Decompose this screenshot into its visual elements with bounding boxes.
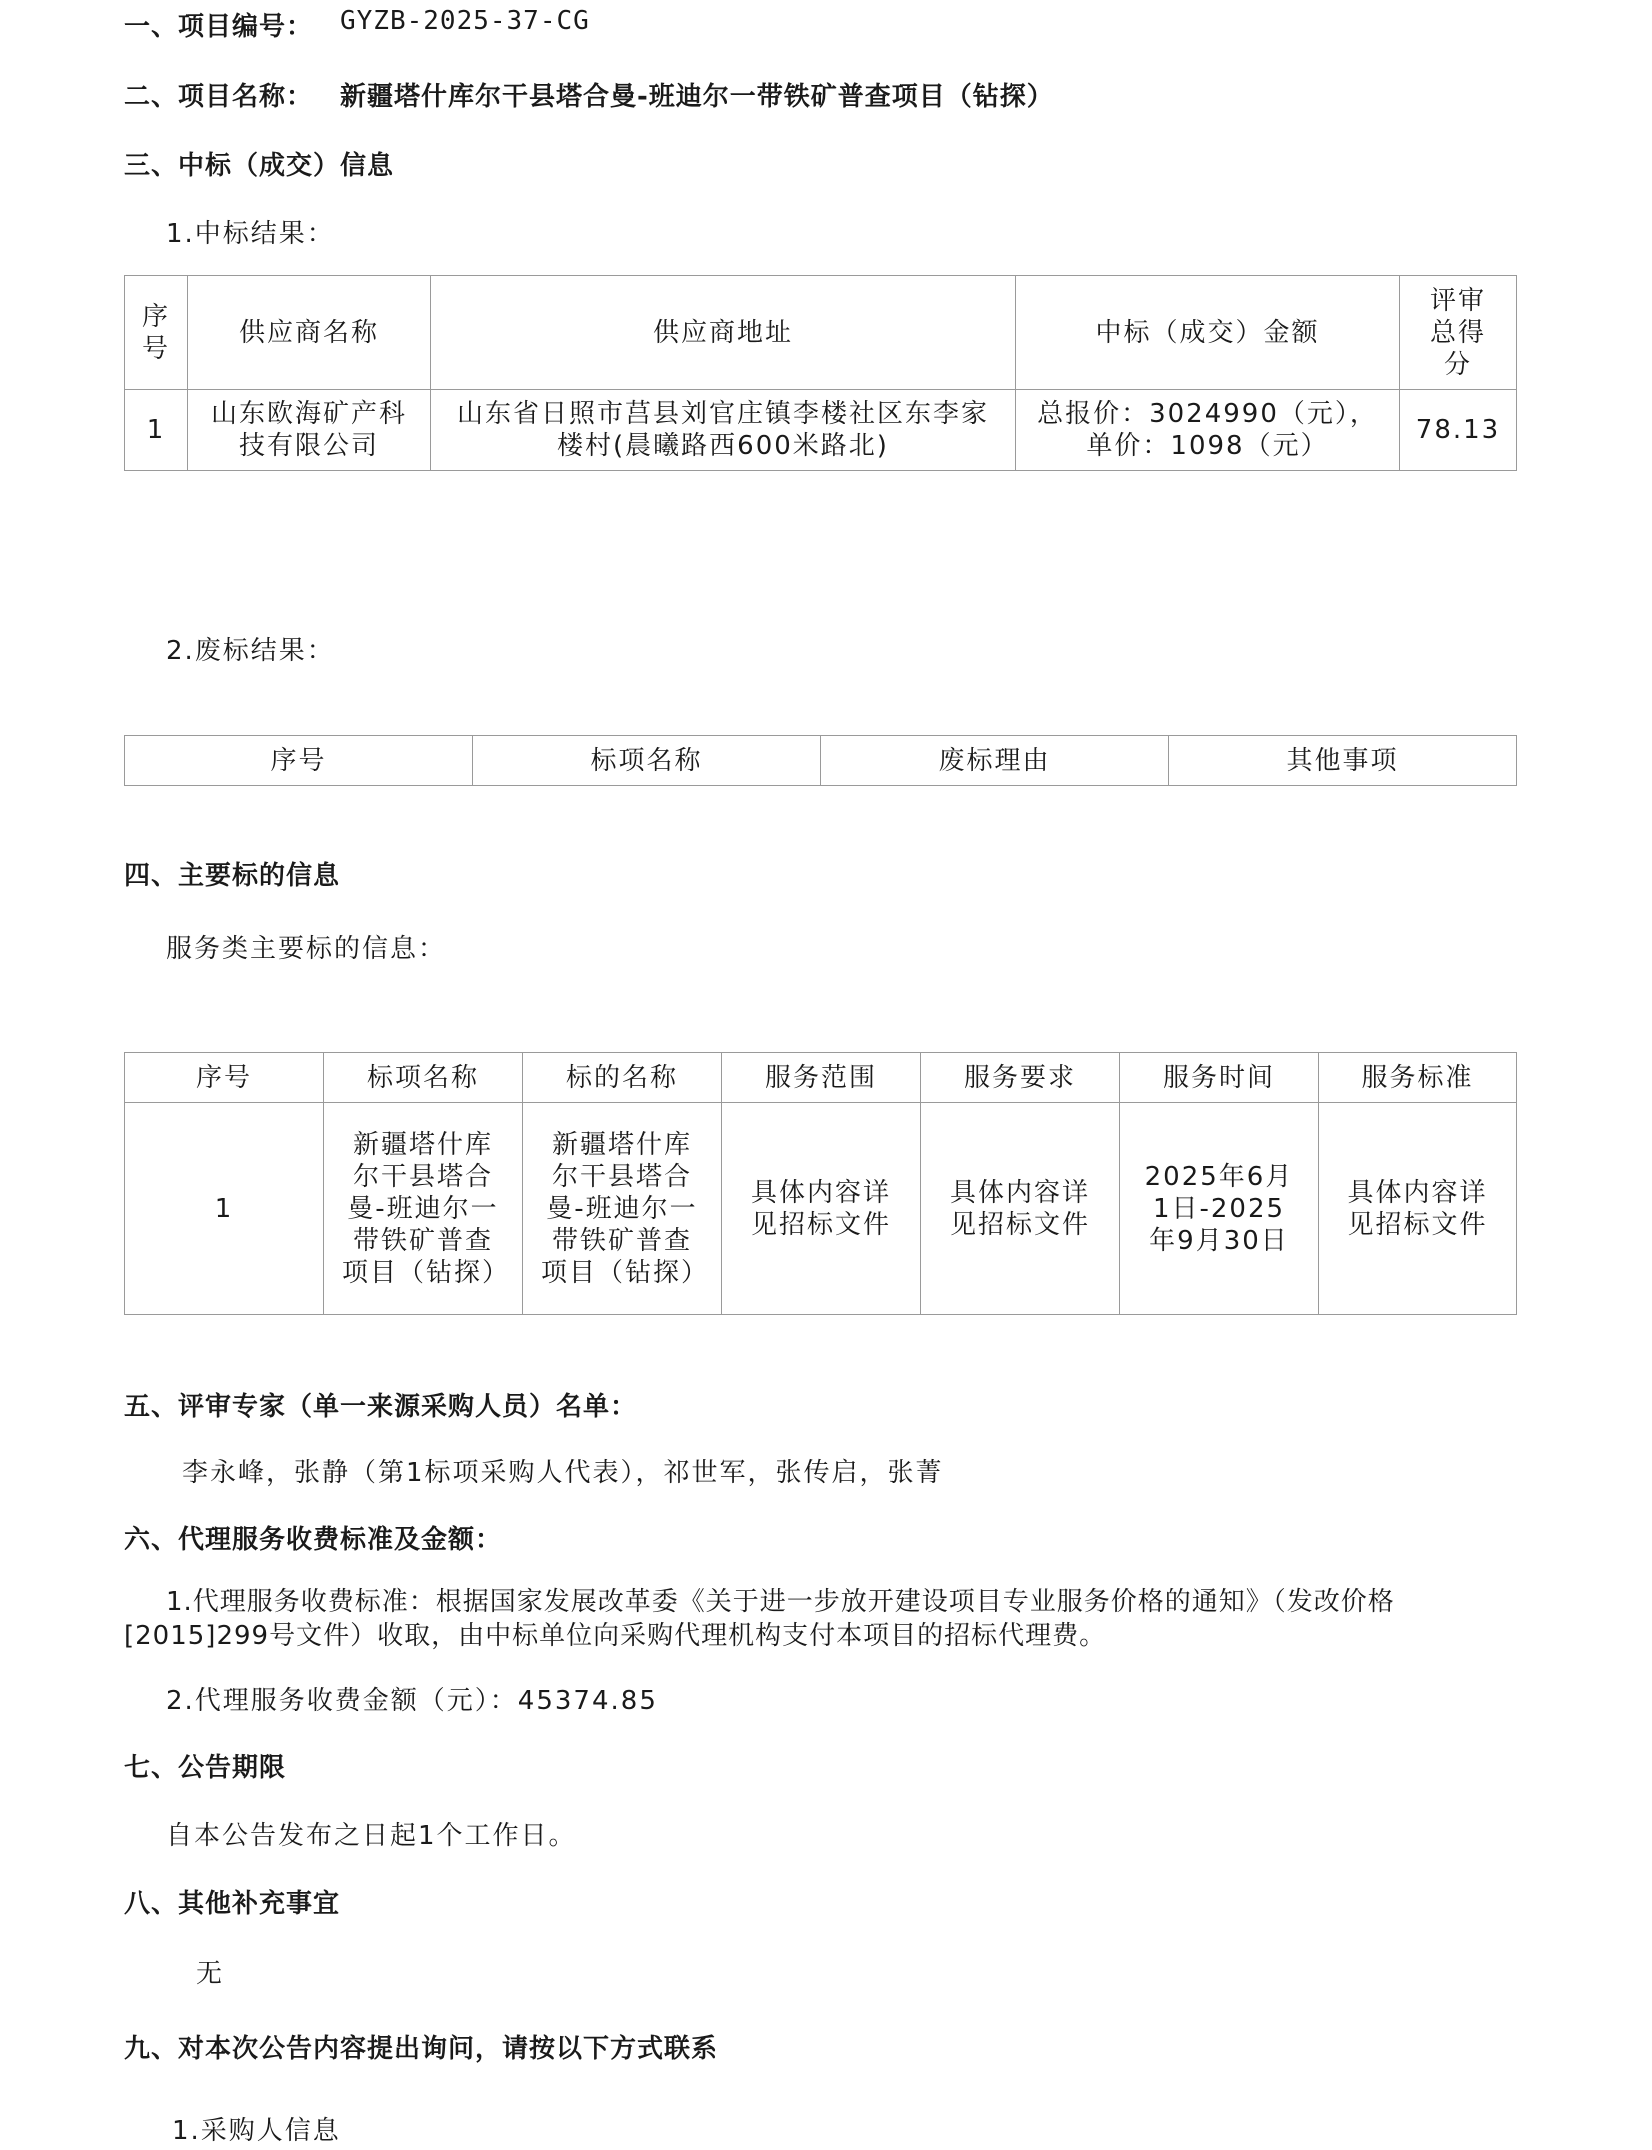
col-header-supplier: 供应商名称: [188, 276, 431, 390]
service-info-label: 服务类主要标的信息：: [166, 934, 447, 964]
waste-result-table: [124, 735, 1517, 786]
waste-result-label: 2.废标结果：: [166, 636, 335, 666]
win-result-table: [124, 275, 1517, 471]
cell-supplier: 山东欧海矿产科技有限公司: [188, 390, 431, 471]
section7-title: 七、公告期限: [124, 1753, 287, 1783]
section3-title: 三、中标（成交）信息: [124, 151, 395, 181]
section9-title: 九、对本次公告内容提出询问，请按以下方式联系: [124, 2034, 719, 2064]
purchaser-info-label: 1.采购人信息: [172, 2116, 341, 2146]
fee-amount: 2.代理服务收费金额（元）：45374.85: [166, 1686, 658, 1716]
other-matters: 无: [196, 1959, 225, 1989]
waste-header-other: 其他事项: [1169, 736, 1517, 786]
col-header-score: 评审总得分: [1400, 276, 1517, 390]
svc-header-standard: 服务标准: [1319, 1053, 1517, 1103]
table-row: [125, 390, 1517, 471]
fee-standard: 1.代理服务收费标准：根据国家发展改革委《关于进一步放开建设项目专业服务价格的通知》（发改价格[2015]299号文件）收取，由中标单位向采购代理机构支付本项目的招标代理费。: [124, 1587, 1395, 1651]
project-name-value: 新疆塔什库尔干县塔合曼-班迪尔一带铁矿普查项目（钻探）: [340, 82, 1054, 112]
svc-cell-standard: 具体内容详见招标文件: [1319, 1103, 1517, 1315]
table-header-row: [125, 276, 1517, 390]
project-no-label: 一、项目编号：: [124, 12, 314, 42]
cell-no: 1: [125, 390, 188, 471]
svc-header-item: 标项名称: [324, 1053, 523, 1103]
section5-title: 五、评审专家（单一来源采购人员）名单：: [124, 1392, 638, 1422]
win-result-label: 1.中标结果：: [166, 219, 335, 249]
svc-header-time: 服务时间: [1120, 1053, 1319, 1103]
svc-cell-scope: 具体内容详见招标文件: [722, 1103, 921, 1315]
service-table: [124, 1052, 1517, 1315]
amount-total: 总报价：3024990（元），: [1037, 399, 1378, 429]
notice-period: 自本公告发布之日起1个工作日。: [166, 1821, 577, 1851]
svc-cell-no: 1: [125, 1103, 324, 1315]
svc-header-requirement: 服务要求: [921, 1053, 1120, 1103]
amount-unit: 单价：1098（元）: [1086, 431, 1329, 461]
table-header-row: [125, 736, 1517, 786]
col-header-no: 序号: [125, 276, 188, 390]
project-no-value: GYZB-2025-37-CG: [340, 6, 590, 36]
section4-title: 四、主要标的信息: [124, 861, 341, 891]
project-name-label: 二、项目名称：: [124, 82, 314, 112]
table-row: [125, 1103, 1517, 1315]
svc-cell-item: 新疆塔什库尔干县塔合曼-班迪尔一带铁矿普查项目（钻探）: [324, 1103, 523, 1315]
svc-header-scope: 服务范围: [722, 1053, 921, 1103]
table-header-row: [125, 1053, 1517, 1103]
svc-header-subject: 标的名称: [523, 1053, 722, 1103]
expert-names: 李永峰，张静（第1标项采购人代表），祁世军，张传启，张菁: [182, 1458, 944, 1488]
waste-header-no: 序号: [125, 736, 473, 786]
svc-header-no: 序号: [125, 1053, 324, 1103]
waste-header-item: 标项名称: [473, 736, 821, 786]
cell-amount: [1016, 390, 1400, 471]
section6-title: 六、代理服务收费标准及金额：: [124, 1525, 503, 1555]
waste-header-reason: 废标理由: [821, 736, 1169, 786]
svc-cell-subject: 新疆塔什库尔干县塔合曼-班迪尔一带铁矿普查项目（钻探）: [523, 1103, 722, 1315]
col-header-address: 供应商地址: [431, 276, 1016, 390]
section8-title: 八、其他补充事宜: [124, 1889, 341, 1919]
col-header-amount: 中标（成交）金额: [1016, 276, 1400, 390]
svc-cell-requirement: 具体内容详见招标文件: [921, 1103, 1120, 1315]
svc-cell-time: 2025年6月1日-2025年9月30日: [1120, 1103, 1319, 1315]
cell-score: 78.13: [1400, 390, 1517, 471]
cell-address: 山东省日照市莒县刘官庄镇李楼社区东李家楼村(晨曦路西600米路北): [431, 390, 1016, 471]
